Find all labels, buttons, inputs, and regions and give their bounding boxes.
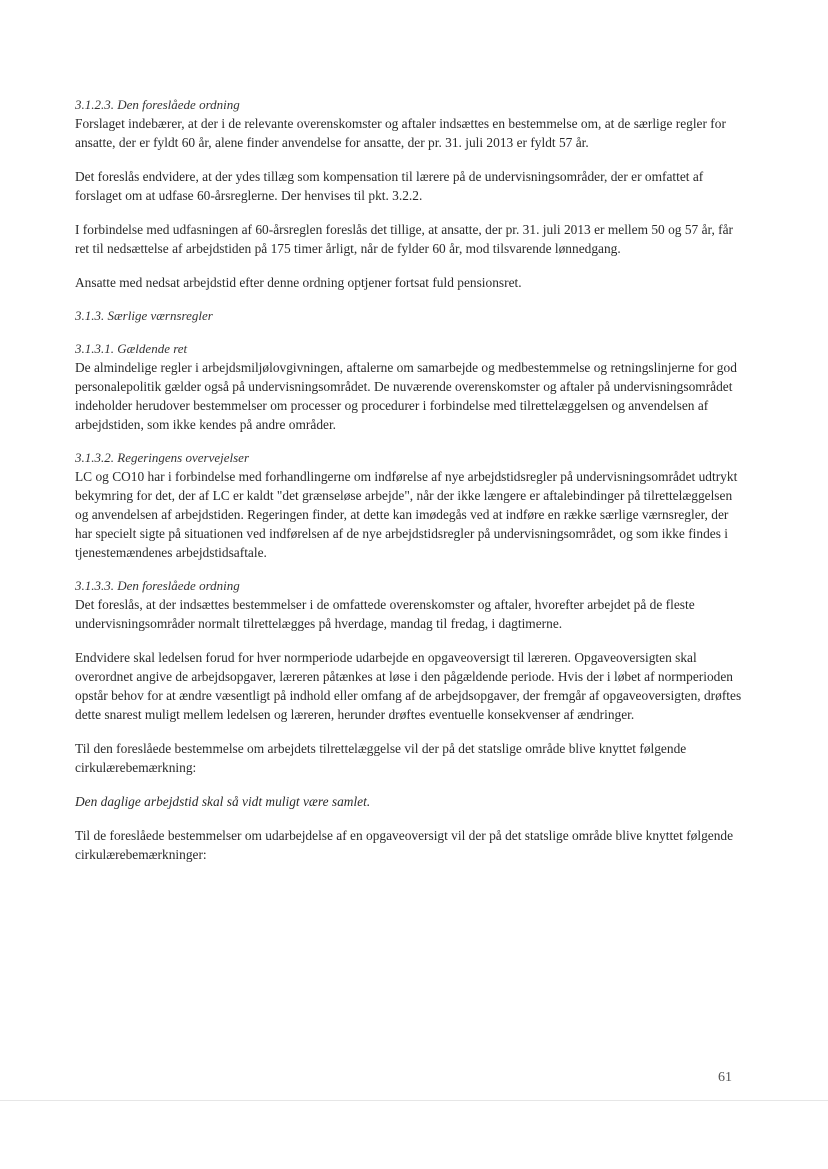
section-heading: 3.1.2.3. Den foreslåede ordning (75, 97, 240, 112)
document-page (75, 96, 747, 864)
section-heading: 3.1.3.1. Gældende ret (75, 341, 188, 356)
paragraph: Det foreslås endvidere, at der ydes tillæg som kompensation til lærere på de undervisningsområder, der er omfattet af forslaget om at udfase 60-årsreglerne. Der henvises til pkt. 3.2.2. (75, 169, 704, 203)
paragraph: De almindelige regler i arbejdsmiljølovgivningen, aftalerne om samarbejde og medbestemmelse og retningslinjerne for god personalepolitik gælder også på undervisningsområdet. De nuværende overenskomster og aftaler på undervisningsområdet indeholder herudover bestemmelser om processer og procedurer i forbindelse med tilrettelæggelsen og anvendelsen af arbejdstiden, som ikke kendes på andre områder. (75, 360, 737, 432)
section-heading: 3.1.3.2. Regeringens overvejelser (75, 450, 250, 465)
footer-divider (0, 1100, 828, 1101)
paragraph: Forslaget indebærer, at der i de relevante overenskomster og aftaler indsættes en bestemmelse om, at de særlige regler for ansatte, der er fyldt 60 år, alene finder anvendelse for ansatte, der pr. 31. juli 2013 er fyldt 57 år. (75, 116, 726, 150)
section-heading: 3.1.3. Særlige værnsregler (75, 308, 213, 323)
paragraph: Til den foreslåede bestemmelse om arbejdets tilrettelæggelse vil der på det statslige område blive knyttet følgende cirkulærebemærkning: (75, 741, 687, 775)
paragraph: LC og CO10 har i forbindelse med forhandlingerne om indførelse af nye arbejdstidsregler på undervisningsområdet udtrykt bekymring for det, der af LC er kaldt "det grænseløse arbejde", når der ikke længere er aftalebindinger på tilrettelæggelsen og anvendelsen af arbejdstiden. Regeringen finder, at dette kan imødegås ved at indføre en række særlige værnsregler, der har specielt sigte på situationen ved indførelsen af de nye arbejdstidsregler på undervisningsområdet, og som ikke findes i tjenestemændenes arbejdstidsaftale. (75, 469, 738, 560)
paragraph: Det foreslås, at der indsættes bestemmelser i de omfattede overenskomster og aftaler, hvorefter arbejdet på de fleste undervisningsområder normalt tilrettelægges på hverdage, mandag til fredag, i dagtimerne. (75, 597, 695, 631)
section-heading: 3.1.3.3. Den foreslåede ordning (75, 578, 240, 593)
page-number: 61 (718, 1070, 732, 1085)
paragraph: Til de foreslåede bestemmelser om udarbejdelse af en opgaveoversigt vil der på det statslige område blive knyttet følgende cirkulærebemærkninger: (75, 828, 734, 862)
paragraph: Ansatte med nedsat arbejdstid efter denne ordning optjener fortsat fuld pensionsret. (75, 275, 522, 290)
paragraph: Endvidere skal ledelsen forud for hver normperiode udarbejde en opgaveoversigt til læreren. Opgaveoversigten skal overordnet angive de arbejdsopgaver, læreren påtænkes at løse i den pågældende periode. Hvis der i løbet af normperioden opstår behov for at ændre væsentligt på indhold eller omfang af de arbejdsopgaver, der fremgår af opgaveoversigten, drøftes dette snarest muligt mellem ledelsen og læreren, herunder drøftes eventuelle konsekvenser af ændringer. (75, 650, 742, 722)
paragraph: I forbindelse med udfasningen af 60-årsreglen foreslås det tillige, at ansatte, der pr. 31. juli 2013 er mellem 50 og 57 år, får ret til nedsættelse af arbejdstiden på 175 timer årligt, når de fylder 60 år, mod tilsvarende lønnedgang. (75, 222, 733, 256)
circular-remark: Den daglige arbejdstid skal så vidt muligt være samlet. (75, 794, 371, 809)
